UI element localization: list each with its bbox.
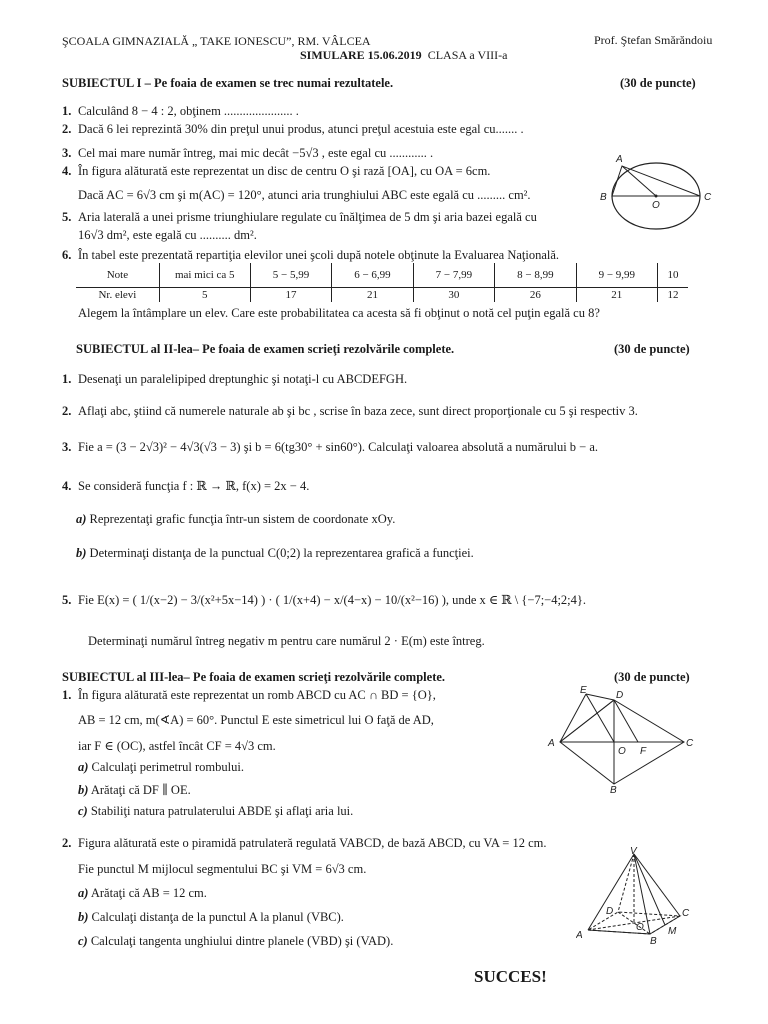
s3-question-1-line2: AB = 12 cm, m(∢A) = 60°. Punctul E este simetricul lui O faţă de AD, bbox=[78, 713, 434, 727]
pyramid-figure bbox=[576, 846, 700, 946]
table-cell: 21 bbox=[332, 288, 413, 303]
s1-question-6: 6. În tabel este prezentată repartiţia elevilor unei şcoli după notele obţinute la Evaluarea Naţională. bbox=[62, 248, 560, 262]
s3-question-1b: b) Arătaţi că DF ∥ OE. bbox=[78, 783, 191, 797]
table-header-cell: 7 − 7,99 bbox=[413, 263, 494, 288]
table-header-cell: 5 − 5,99 bbox=[250, 263, 331, 288]
s2-question-4: 4. Se consideră funcţia f : ℝ → ℝ, f(x) = 2x − 4. bbox=[62, 479, 310, 493]
point-v-label: V bbox=[630, 846, 637, 857]
table-row bbox=[76, 263, 688, 288]
s1-question-3: 3. Cel mai mare număr întreg, mai mic decât −5√3 , este egal cu ............ . bbox=[62, 146, 434, 160]
s1-question-4-detail: Dacă AC = 6√3 cm şi m(AC) = 120°, atunci aria trunghiului ABC este egală cu ......... cm². bbox=[78, 188, 531, 202]
table-cell: Nr. elevi bbox=[98, 289, 137, 301]
point-f-label: F bbox=[640, 746, 647, 757]
s3-question-2: 2. Figura alăturată este o piramidă patrulateră regulată VABCD, de bază ABCD, cu VA = 12 cm. bbox=[62, 836, 547, 850]
table-cell: 12 bbox=[658, 288, 688, 303]
point-d-label: D bbox=[616, 690, 624, 701]
point-c-label: C bbox=[682, 908, 690, 919]
point-d-label: D bbox=[606, 906, 614, 917]
s1-question-5-detail: 16√3 dm², este egală cu .......... dm². bbox=[78, 228, 257, 242]
table-cell: 21 bbox=[576, 288, 657, 303]
table-cell: 30 bbox=[413, 288, 494, 303]
s2-question-2: 2. Aflaţi abc, ştiind că numerele naturale ab şi bc , scrise în baza zece, sunt direct proporţionale cu 5 şi respectiv 3. bbox=[62, 404, 638, 418]
point-b-label: B bbox=[650, 936, 657, 946]
table-header-cell: 9 − 9,99 bbox=[576, 263, 657, 288]
table-row bbox=[76, 288, 688, 303]
s1-question-1: 1. Calculând 8 − 4 : 2, obţinem ...................... . bbox=[62, 104, 299, 118]
point-c-label: C bbox=[704, 192, 712, 203]
point-e-label: E bbox=[580, 685, 587, 696]
teacher-name: Prof. Ştefan Smărăndoiu bbox=[594, 33, 713, 47]
s3-question-2b: b) Calculaţi distanţa de la punctul A la planul (VBC). bbox=[78, 910, 344, 924]
s2-question-4a: a) Reprezentaţi grafic funcţia într-un sistem de coordonate xOy. bbox=[76, 512, 396, 526]
s1-question-2: 2. Dacă 6 lei reprezintă 30% din preţul unui produs, atunci preţul acestuia este egal cu....... . bbox=[62, 122, 524, 136]
s3-question-1a: a) Calculaţi perimetrul rombului. bbox=[78, 760, 244, 774]
s1-question-4: 4. În figura alăturată este reprezentat un disc de centru O şi rază [OA], cu OA = 6cm. bbox=[62, 164, 491, 178]
section-3-points: (30 de puncte) bbox=[614, 670, 690, 684]
table-header-cell: mai mici ca 5 bbox=[159, 263, 250, 288]
exam-date: SIMULARE 15.06.2019 bbox=[300, 48, 422, 62]
table-header-cell: 10 bbox=[658, 263, 688, 288]
s3-question-1-line3: iar F ∈ (OC), astfel încât CF = 4√3 cm. bbox=[78, 739, 276, 753]
point-b-label: B bbox=[610, 785, 617, 794]
s2-question-4b: b) Determinaţi distanţa de la punctual C(0;2) la reprezentarea grafică a funcţiei. bbox=[76, 546, 474, 560]
s1-question-5: 5. Aria laterală a unei prisme triunghiulare regulate cu înălţimea de 5 dm şi aria bazei egală cu bbox=[62, 210, 537, 224]
section-2-points: (30 de puncte) bbox=[614, 342, 690, 356]
school-name: ŞCOALA GIMNAZIALĂ „ TAKE IONESCU”, RM. VÂLCEA bbox=[62, 34, 371, 48]
s2-question-1: 1. Desenaţi un paralelipiped dreptunghic şi notaţi-l cu ABCDEFGH. bbox=[62, 372, 408, 386]
point-b-label: B bbox=[600, 192, 607, 203]
table-header-cell: 8 − 8,99 bbox=[495, 263, 576, 288]
point-o-label: O bbox=[652, 200, 660, 211]
s3-question-2a: a) Arătaţi că AB = 12 cm. bbox=[78, 886, 207, 900]
s3-question-1c: c) Stabiliţi natura patrulaterului ABDE şi aflaţi aria lui. bbox=[78, 804, 354, 818]
s2-question-5: 5. Fie E(x) = ( 1/(x−2) − 3/(x²+5x−14) ) · ( 1/(x+4) − x/(4−x) − 10/(x²−16) ), unde x ∈ ℝ \ {−7;−4;2;4}. bbox=[62, 593, 587, 607]
point-a-label: A bbox=[616, 154, 623, 165]
succes-footer: SUCCES! bbox=[474, 967, 547, 986]
s2-question-5-detail: Determinaţi numărul întreg negativ m pentru care numărul 2 · E(m) este întreg. bbox=[88, 634, 485, 648]
table-cell: 17 bbox=[250, 288, 331, 303]
exam-title bbox=[300, 48, 507, 63]
point-o-label: O bbox=[636, 922, 644, 933]
s2-question-3: 3. Fie a = (3 − 2√3)² − 4√3(√3 − 3) şi b = 6(tg30° + sin60°). Calculaţi valoarea absolută a numărului b − a. bbox=[62, 440, 599, 454]
s1-question-6-detail: Alegem la întâmplare un elev. Care este probabilitatea ca acesta să fi obţinut o notă cel puţin egală cu 8? bbox=[78, 306, 600, 320]
point-a-label: A bbox=[576, 930, 583, 941]
table-cell: 5 bbox=[159, 288, 250, 303]
table-cell: 26 bbox=[495, 288, 576, 303]
s3-question-2-line2: Fie punctul M mijlocul segmentului BC şi VM = 6√3 cm. bbox=[78, 862, 367, 876]
section-1-title: SUBIECTUL I – Pe foaia de examen se trec numai rezultatele. bbox=[62, 76, 394, 90]
point-a-label: A bbox=[548, 738, 555, 749]
exam-class: CLASA a VIII-a bbox=[427, 48, 508, 62]
circle-figure bbox=[598, 150, 718, 240]
section-1-points: (30 de puncte) bbox=[620, 76, 696, 90]
section-2-title: SUBIECTUL al II-lea– Pe foaia de examen scrieţi rezolvările complete. bbox=[76, 342, 455, 356]
grades-table bbox=[76, 263, 688, 302]
point-c-label: C bbox=[686, 738, 694, 749]
s3-question-2c: c) Calculaţi tangenta unghiului dintre planele (VBD) şi (VAD). bbox=[78, 934, 394, 948]
table-header-cell: 6 − 6,99 bbox=[332, 263, 413, 288]
table-header-cell: Note bbox=[76, 263, 159, 288]
point-o-label: O bbox=[618, 746, 626, 757]
s3-question-1: 1. În figura alăturată este reprezentat un romb ABCD cu AC ∩ BD = {O}, bbox=[62, 688, 436, 702]
section-3-title: SUBIECTUL al III-lea– Pe foaia de examen scrieţi rezolvările complete. bbox=[62, 670, 446, 684]
rhombus-figure bbox=[546, 684, 696, 794]
point-m-label: M bbox=[668, 926, 677, 937]
